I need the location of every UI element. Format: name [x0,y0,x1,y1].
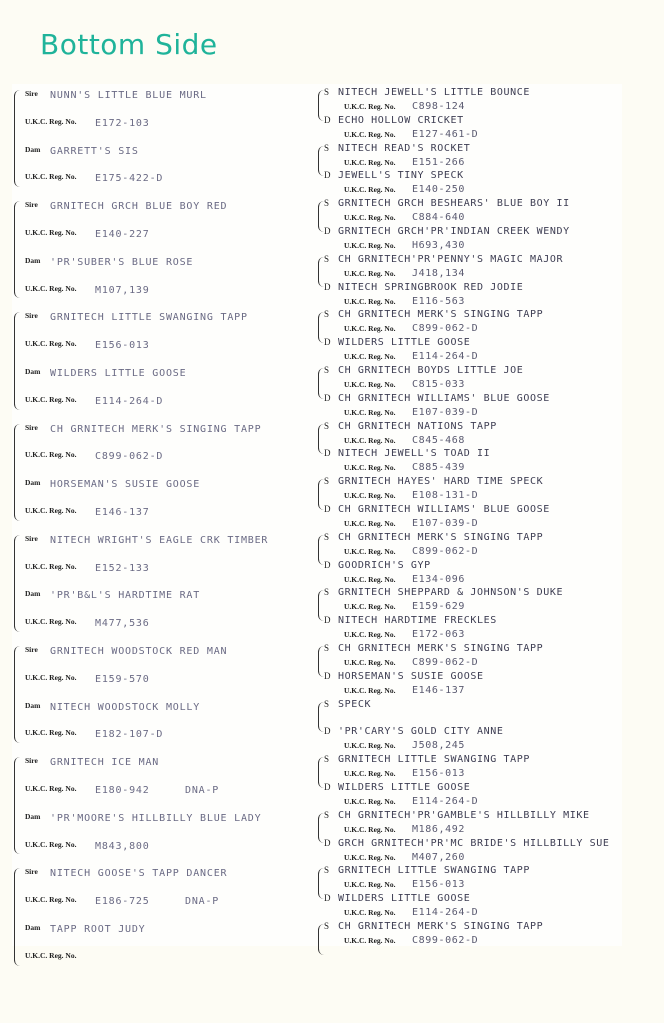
dam-label: Dam [25,923,41,932]
reg-label: U.K.C. Reg. No. [25,617,77,627]
reg-label: U.K.C. Reg. No. [344,435,396,445]
reg-label: U.K.C. Reg. No. [25,728,77,738]
sire-label: Sire [25,867,38,877]
sire-dam-marker: D [324,504,331,514]
dam-name: TAPP ROOT JUDY [50,924,146,935]
reg-label: U.K.C. Reg. No. [344,380,396,389]
reg-number: E127-461-D [412,128,479,140]
sire-dam-marker: S [324,754,330,765]
ancestor-name: SPECK [338,698,372,710]
ancestor-name: 'PR'CARY'S GOLD CITY ANNE [338,726,504,738]
ancestor-name: CH GRNITECH MERK'S SINGING TAPP [338,643,544,654]
dam-name: HORSEMAN'S SUSIE GOOSE [50,479,201,491]
dam-label: Dam [25,144,41,154]
ancestor-name: GRNITECH HAYES' HARD TIME SPECK [338,476,544,488]
sire-dam-marker: D [324,337,331,348]
reg-number: E182-107-D [95,729,164,741]
ancestor-name: NITECH JEWELL'S TOAD II [338,448,491,460]
reg-label: U.K.C. Reg. No. [344,129,396,139]
reg-number: E114-264-D [412,796,479,807]
sire-label: Sire [25,311,38,321]
sire-dam-marker: D [324,448,331,459]
reg-number: E159-629 [412,601,465,613]
dam-label: Dam [25,700,41,710]
reg-label: U.K.C. Reg. No. [25,506,77,515]
dam-label: Dam [25,478,41,488]
ancestor-name: CH GRNITECH WILLIAMS' BLUE GOOSE [338,504,550,515]
reg-label: U.K.C. Reg. No. [25,950,77,960]
dna-tag: DNA-P [185,896,220,908]
reg-label: U.K.C. Reg. No. [25,172,77,182]
reg-label: U.K.C. Reg. No. [25,339,77,349]
sire-name: GRNITECH GRCH BLUE BOY RED [50,201,228,213]
sire-dam-marker: S [324,476,330,487]
reg-label: U.K.C. Reg. No. [344,185,396,195]
sire-dam-marker: S [324,643,330,653]
ancestor-name: NITECH JEWELL'S LITTLE BOUNCE [338,87,530,98]
reg-number: E140-250 [412,184,465,196]
sire-dam-marker: S [324,865,330,876]
reg-number: E156-013 [412,879,465,891]
reg-label: U.K.C. Reg. No. [25,116,77,126]
sire-dam-marker: D [324,670,331,681]
ancestor-name: GRNITECH GRCH'PR'INDIAN CREEK WENDY [338,226,570,237]
reg-label: U.K.C. Reg. No. [344,268,396,278]
reg-label: U.K.C. Reg. No. [25,895,77,905]
sire-name: NITECH GOOSE'S TAPP DANCER [50,868,228,880]
reg-label: U.K.C. Reg. No. [344,852,396,862]
sire-dam-marker: S [324,698,330,709]
reg-number: C899-062-D [412,323,479,335]
sire-dam-marker: D [324,726,331,737]
ancestor-name: GOODRICH'S GYP [338,559,431,571]
sire-dam-marker: D [324,170,331,181]
bracket [14,424,21,521]
ancestor-name: ECHO HOLLOW CRICKET [338,114,464,126]
reg-number: C899-062-D [95,451,164,463]
sire-label: Sire [25,533,38,543]
reg-number: C899-062-D [412,545,479,557]
reg-label: U.K.C. Reg. No. [344,324,396,334]
ancestor-name: CH GRNITECH NATIONS TAPP [338,420,497,432]
reg-number: H693,430 [412,240,465,251]
sire-dam-marker: D [324,782,331,792]
sire-dam-marker: S [324,809,330,820]
dam-label: Dam [25,367,41,376]
reg-number: E159-570 [95,673,150,685]
dam-label: Dam [25,811,41,821]
reg-number: C898-124 [412,101,465,112]
reg-number: C815-033 [412,379,465,390]
ancestor-name: CH GRNITECH'PR'GAMBLE'S HILLBILLY MIKE [338,809,590,821]
sire-dam-marker: D [324,114,331,125]
reg-label: U.K.C. Reg. No. [25,283,77,293]
sire-label: Sire [25,200,38,210]
reg-label: U.K.C. Reg. No. [344,546,396,556]
sire-label: Sire [25,756,38,766]
reg-label: U.K.C. Reg. No. [25,394,77,404]
ancestor-name: WILDERS LITTLE GOOSE [338,782,471,793]
reg-label: U.K.C. Reg. No. [344,630,396,640]
bracket [14,868,21,965]
reg-label: U.K.C. Reg. No. [344,908,396,918]
ancestor-name: GRNITECH SHEPPARD & JOHNSON'S DUKE [338,587,564,599]
reg-label: U.K.C. Reg. No. [344,936,396,945]
reg-label: U.K.C. Reg. No. [344,157,396,167]
reg-label: U.K.C. Reg. No. [344,574,396,584]
reg-label: U.K.C. Reg. No. [25,228,77,237]
dam-label: Dam [25,589,41,599]
ancestor-name: CH GRNITECH BOYDS LITTLE JOE [338,365,524,376]
reg-number: E140-227 [95,229,150,240]
sire-name: NUNN'S LITTLE BLUE MURL [50,90,207,101]
reg-number: M843,800 [95,840,150,852]
ancestor-name: NITECH HARDTIME FRECKLES [338,615,497,627]
bracket [14,757,21,854]
reg-number: J418,134 [412,267,465,279]
ancestor-name: GRNITECH GRCH BESHEARS' BLUE BOY II [338,198,570,210]
dam-name: 'PR'B&L'S HARDTIME RAT [50,590,201,602]
reg-number: E186-725 [95,896,150,908]
sire-label: Sire [25,645,38,654]
sire-name: GRNITECH LITTLE SWANGING TAPP [50,312,248,324]
sire-dam-marker: D [324,226,331,236]
ancestor-name: WILDERS LITTLE GOOSE [338,337,471,349]
sire-dam-marker: S [324,587,330,598]
sire-dam-marker: S [324,87,330,97]
reg-number: E180-942 [95,785,150,796]
dam-label: Dam [25,255,41,265]
ancestor-name: CH GRNITECH'PR'PENNY'S MAGIC MAJOR [338,253,564,265]
sire-dam-marker: S [324,921,330,931]
sire-dam-marker: S [324,253,330,264]
reg-label: U.K.C. Reg. No. [344,463,396,473]
dam-name: WILDERS LITTLE GOOSE [50,368,187,379]
reg-label: U.K.C. Reg. No. [344,491,396,501]
ancestor-name: GRCH GRNITECH'PR'MC BRIDE'S HILLBILLY SUE [338,837,610,849]
sire-dam-marker: D [324,837,331,848]
bracket [14,201,21,298]
reg-label: U.K.C. Reg. No. [344,296,396,306]
ancestor-name: WILDERS LITTLE GOOSE [338,893,471,905]
reg-number: E172-063 [412,629,465,641]
dam-name: GARRETT'S SIS [50,145,139,157]
reg-label: U.K.C. Reg. No. [25,839,77,849]
reg-label: U.K.C. Reg. No. [25,784,77,793]
reg-number: E114-264-D [412,907,479,919]
reg-number: E107-039-D [412,518,479,529]
dam-name: 'PR'MOORE'S HILLBILLY BLUE LADY [50,812,262,824]
dam-name: NITECH WOODSTOCK MOLLY [50,701,201,713]
bracket [14,535,21,632]
ancestor-name: GRNITECH LITTLE SWANGING TAPP [338,754,530,766]
reg-number: E152-133 [95,562,150,574]
ancestor-name: JEWELL'S TINY SPECK [338,170,464,182]
sire-dam-marker: D [324,559,331,570]
reg-label: U.K.C. Reg. No. [25,672,77,682]
reg-number: M407,260 [412,851,465,863]
sire-dam-marker: D [324,392,331,403]
reg-number: E108-131-D [412,490,479,502]
sire-dam-marker: S [324,531,330,542]
reg-number: M477,536 [95,618,150,630]
reg-label: U.K.C. Reg. No. [344,797,396,806]
reg-label: U.K.C. Reg. No. [344,241,396,250]
sire-name: GRNITECH ICE MAN [50,757,160,769]
reg-number: C899-062-D [412,657,479,668]
ancestor-name: CH GRNITECH MERK'S SINGING TAPP [338,921,544,932]
reg-label: U.K.C. Reg. No. [344,880,396,890]
reg-number: E114-264-D [95,395,164,407]
ancestor-name: NITECH READ'S ROCKET [338,142,471,154]
reg-label: U.K.C. Reg. No. [344,685,396,695]
reg-number: E172-103 [95,117,150,129]
sire-dam-marker: S [324,198,330,209]
reg-label: U.K.C. Reg. No. [344,519,396,528]
bracket [14,312,21,409]
ancestor-name: CH GRNITECH WILLIAMS' BLUE GOOSE [338,392,550,404]
sire-dam-marker: D [324,893,331,904]
reg-number: E156-013 [412,768,465,780]
reg-number: E146-137 [95,507,150,518]
sire-dam-marker: D [324,281,331,292]
reg-number: M186,492 [412,823,465,835]
reg-label: U.K.C. Reg. No. [344,407,396,417]
bracket [14,646,21,743]
reg-label: U.K.C. Reg. No. [344,741,396,751]
reg-number: E146-137 [412,684,465,696]
sire-dam-marker: S [324,420,330,431]
sire-dam-marker: S [324,365,330,375]
reg-number: E134-096 [412,573,465,585]
reg-number: E107-039-D [412,406,479,418]
reg-label: U.K.C. Reg. No. [344,602,396,612]
reg-label: U.K.C. Reg. No. [25,561,77,571]
reg-number: C885-439 [412,462,465,474]
reg-number: C884-640 [412,212,465,224]
sire-dam-marker: S [324,142,330,153]
dam-name: 'PR'SUBER'S BLUE ROSE [50,256,194,268]
reg-number: E116-563 [412,295,465,307]
reg-label: U.K.C. Reg. No. [344,213,396,223]
reg-label: U.K.C. Reg. No. [344,352,396,362]
reg-label: U.K.C. Reg. No. [344,769,396,779]
reg-number: E175-422-D [95,173,164,185]
reg-number: C845-468 [412,434,465,446]
sire-name: NITECH WRIGHT'S EAGLE CRK TIMBER [50,534,269,546]
reg-number: C899-062-D [412,935,479,946]
reg-label: U.K.C. Reg. No. [344,824,396,834]
sire-label: Sire [25,89,38,98]
reg-number: E114-264-D [412,351,479,363]
ancestor-name: CH GRNITECH MERK'S SINGING TAPP [338,309,544,321]
reg-label: U.K.C. Reg. No. [25,450,77,460]
reg-number: M107,139 [95,284,150,296]
ancestor-name: HORSEMAN'S SUSIE GOOSE [338,670,484,682]
reg-label: U.K.C. Reg. No. [344,102,396,111]
reg-label: U.K.C. Reg. No. [344,658,396,667]
ancestor-name: CH GRNITECH MERK'S SINGING TAPP [338,531,544,543]
dna-tag: DNA-P [185,785,220,796]
reg-number: E151-266 [412,156,465,168]
page-title: Bottom Side [40,28,218,61]
ancestor-name: NITECH SPRINGBROOK RED JODIE [338,281,524,293]
reg-number: E156-013 [95,340,150,352]
bracket [318,924,325,955]
sire-name: GRNITECH WOODSTOCK RED MAN [50,646,228,657]
sire-label: Sire [25,422,38,432]
sire-dam-marker: D [324,615,331,626]
bracket [14,90,21,187]
sire-name: CH GRNITECH MERK'S SINGING TAPP [50,423,262,435]
ancestor-name: GRNITECH LITTLE SWANGING TAPP [338,865,530,877]
reg-number: J508,245 [412,740,465,752]
sire-dam-marker: S [324,309,330,320]
